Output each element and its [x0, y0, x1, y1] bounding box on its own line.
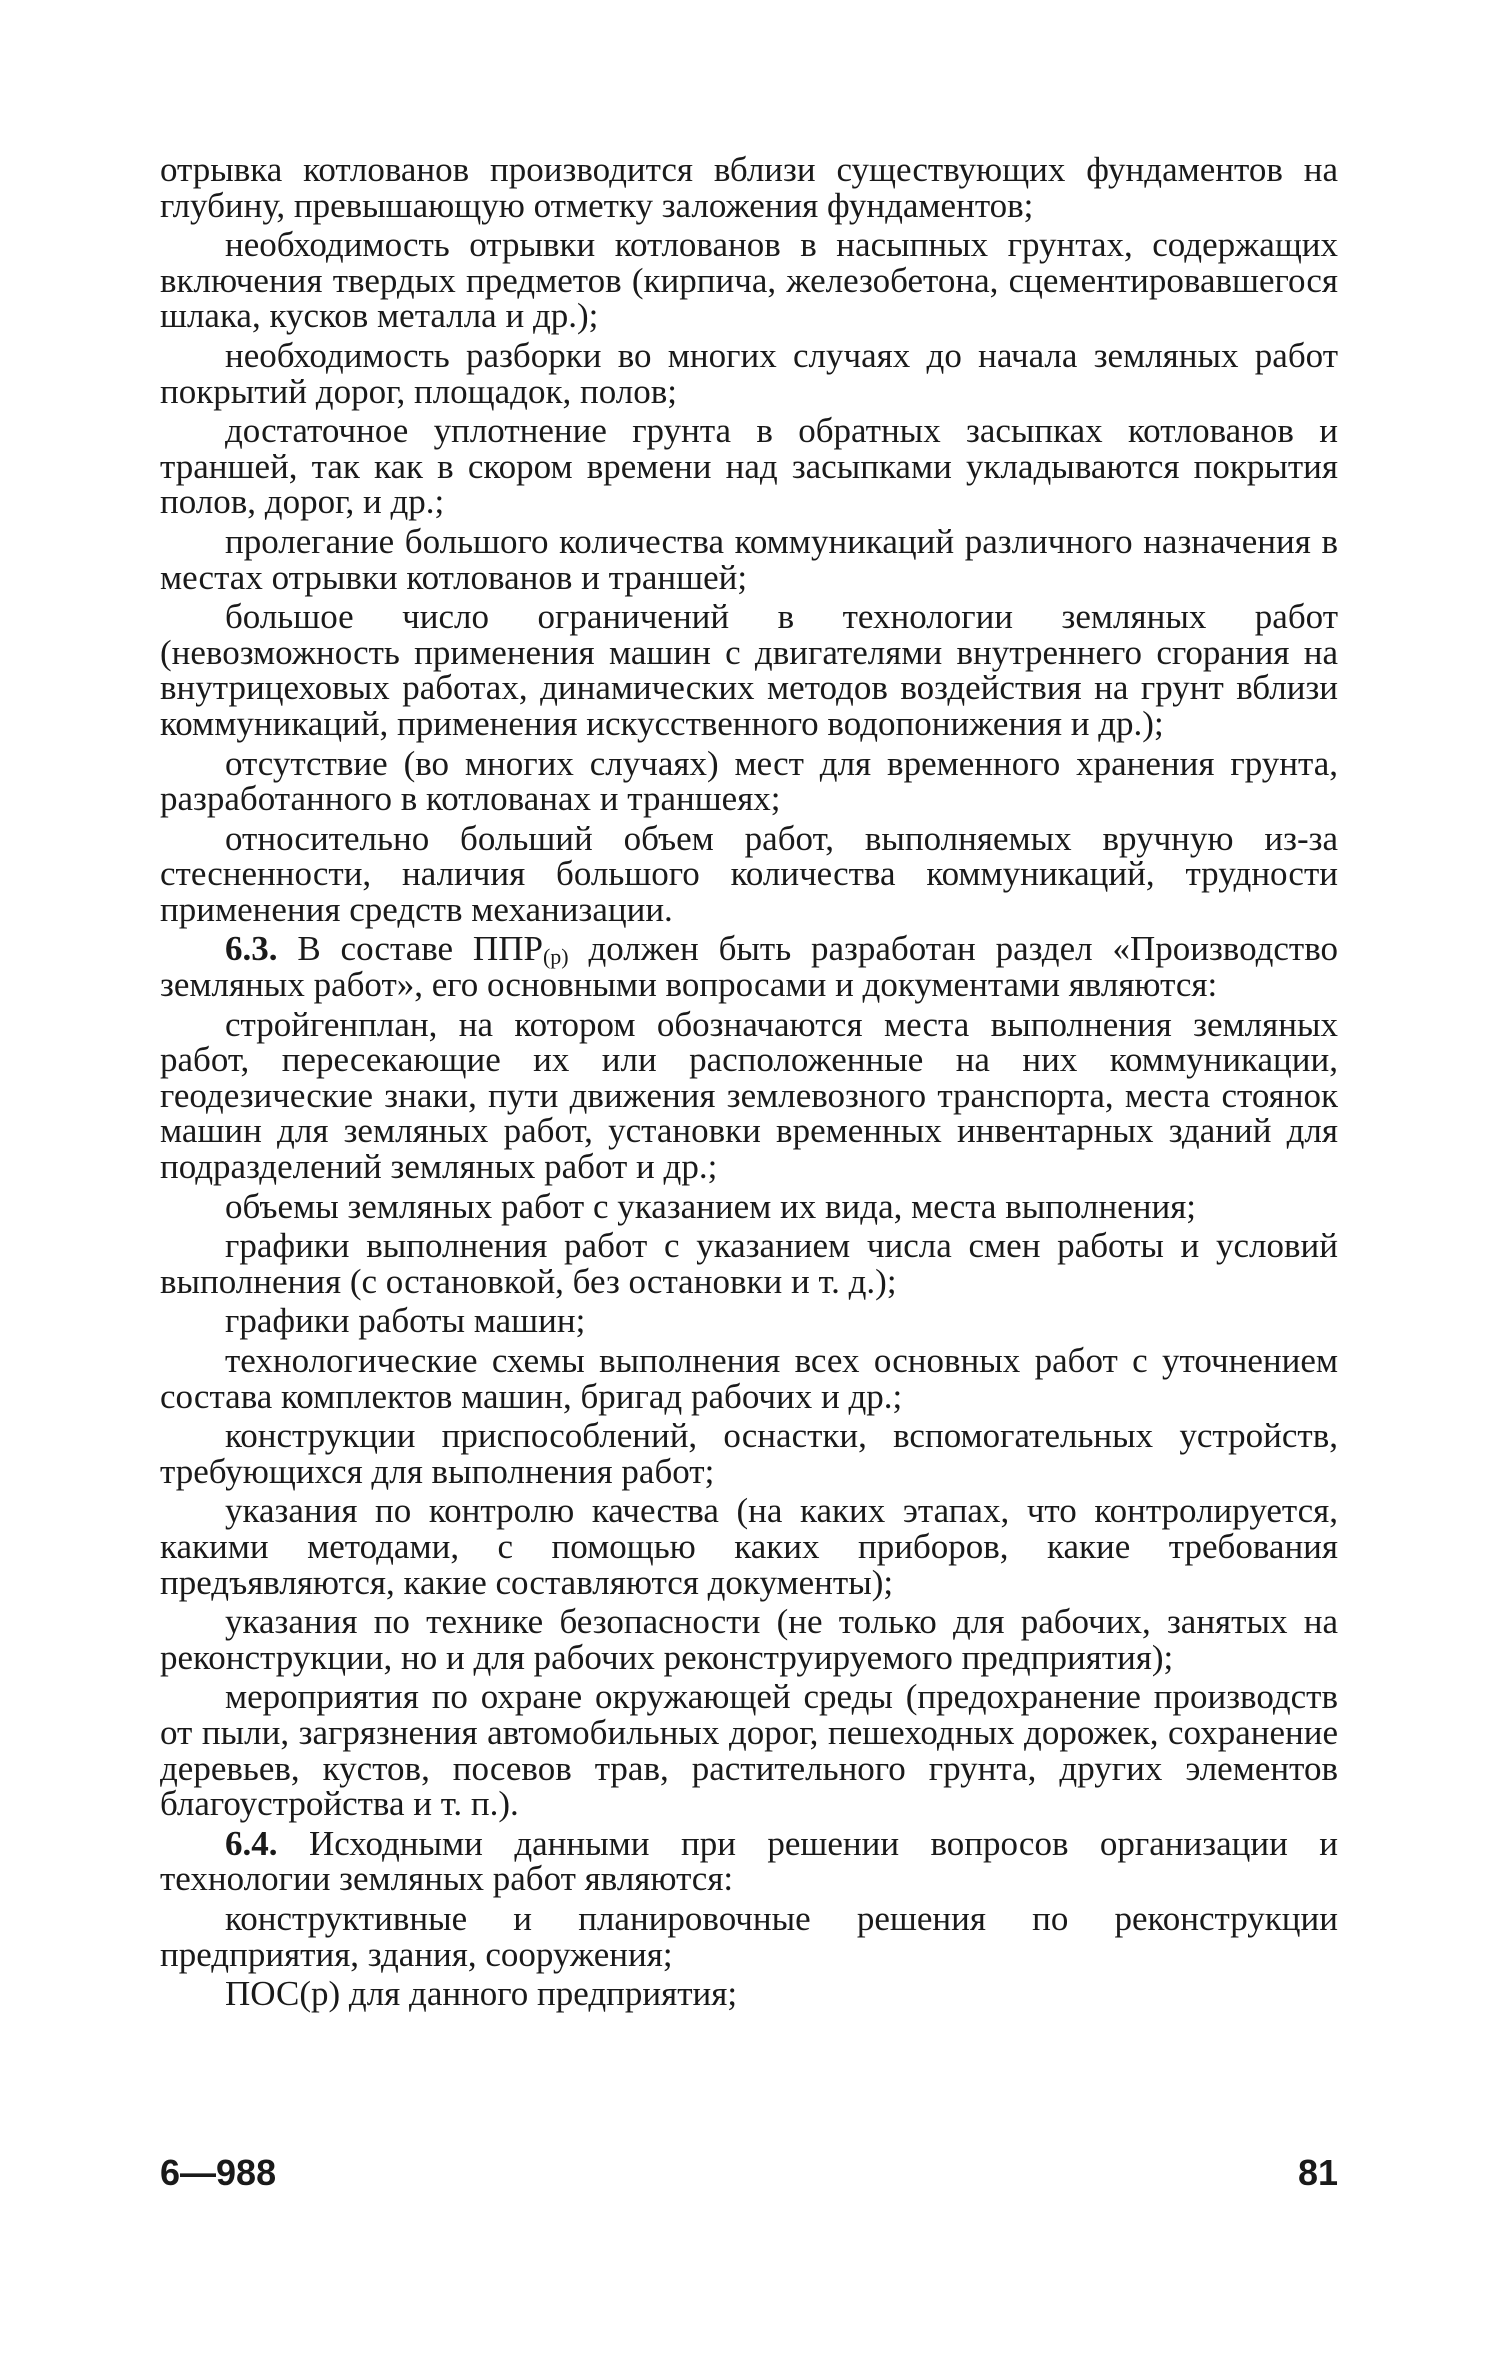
paragraph: необходимость разборки во многих случаях до начала земляных работ покрытий дорог, площадок, полов; — [160, 335, 1338, 411]
list-item: конструктивные и планировочные решения по реконструкции предприятия, здания, сооружения; — [160, 1898, 1338, 1974]
list-item: технологические схемы выполнения всех основных работ с уточнением состава комплектов машин, бригад рабочих и др.; — [160, 1341, 1338, 1416]
paragraph: достаточное уплотнение грунта в обратных засыпках котлованов и траншей, так как в скором времени над засыпками укладываются покрытия полов, дорог, и др.; — [160, 411, 1338, 522]
paragraph: относительно больший объем работ, выполняемых вручную из-за стесненности, наличия большого количества коммуникаций, трудности применения средств механизации. — [160, 818, 1338, 929]
list-item: графики выполнения работ с указанием числа смен работы и условий выполнения (с остановкой, без остановки и т. д.); — [160, 1226, 1338, 1301]
list-item: объемы земляных работ с указанием их вида, места выполнения; — [225, 1186, 1197, 1226]
page-footer — [160, 2152, 1338, 2202]
section-number: 6.3. — [225, 929, 278, 969]
page-number: 81 — [1297, 2152, 1338, 2193]
paragraph: большое число ограничений в технологии земляных работ (невозможность применения машин с двигателями внутреннего сгорания на внутрицеховых работах, динамических методов воздействия на грунт вблизи коммуникаций, применения искусственного водопонижения и др.); — [160, 597, 1338, 743]
section-number: 6.4. — [225, 1823, 278, 1863]
section-text: В составе ППР — [277, 929, 543, 969]
section-6-3 — [160, 929, 1338, 1005]
list-item: конструкции приспособлений, оснастки, вспомогательных устройств, требующихся для выполнения работ; — [160, 1416, 1338, 1491]
list-item: указания по контролю качества (на каких этапах, что контролируется, какими методами, с помощью каких приборов, какие требования предъявляются, какие составляются документы); — [160, 1491, 1338, 1602]
section-text: Исходными данными при решении вопросов организации и технологии земляных работ являются: — [160, 1823, 1338, 1899]
paragraph: отсутствие (во многих случаях) мест для временного хранения грунта, разработанного в котлованах и траншеях; — [160, 743, 1338, 819]
list-item: графики работы машин; — [225, 1301, 586, 1341]
page-body — [160, 152, 1338, 2012]
paragraph: необходимость отрывки котлованов в насыпных грунтах, содержащих включения твердых предметов (кирпича, железобетона, сцементировавшегося шлака, кусков металла и др.); — [160, 225, 1338, 336]
paragraph: отрывка котлованов производится вблизи существующих фундаментов на глубину, превышающую отметку заложения фундаментов; — [160, 150, 1338, 225]
subscript: (р) — [542, 944, 569, 970]
section-6-4 — [160, 1823, 1338, 1899]
paragraph: пролегание большого количества коммуникаций различного назначения в местах отрывки котлованов и траншей; — [160, 521, 1338, 597]
signature-mark: 6—988 — [160, 2152, 277, 2193]
list-item: мероприятия по охране окружающей среды (предохранение производств от пыли, загрязнения автомобильных дорог, пешеходных дорожек, сохранение деревьев, кустов, посевов трав, растительного грунта, других элементов благоустройства и т. п.). — [160, 1677, 1338, 1824]
list-item: ПОС(р) для данного предприятия; — [225, 1974, 738, 2014]
list-item: указания по технике безопасности (не только для рабочих, занятых на реконструкции, но и для рабочих реконструируемого предприятия); — [160, 1602, 1338, 1677]
list-item: стройгенплан, на котором обозначаются места выполнения земляных работ, пересекающие их или расположенные на них коммуникации, геодезические знаки, пути движения землевозного транспорта, места стоянок машин для земляных работ, установки временных инвентарных зданий для подразделений земляных работ и др.; — [160, 1004, 1338, 1187]
section-text: должен быть разработан раздел «Производство земляных работ», его основными вопросами и документами являются: — [160, 929, 1338, 1005]
